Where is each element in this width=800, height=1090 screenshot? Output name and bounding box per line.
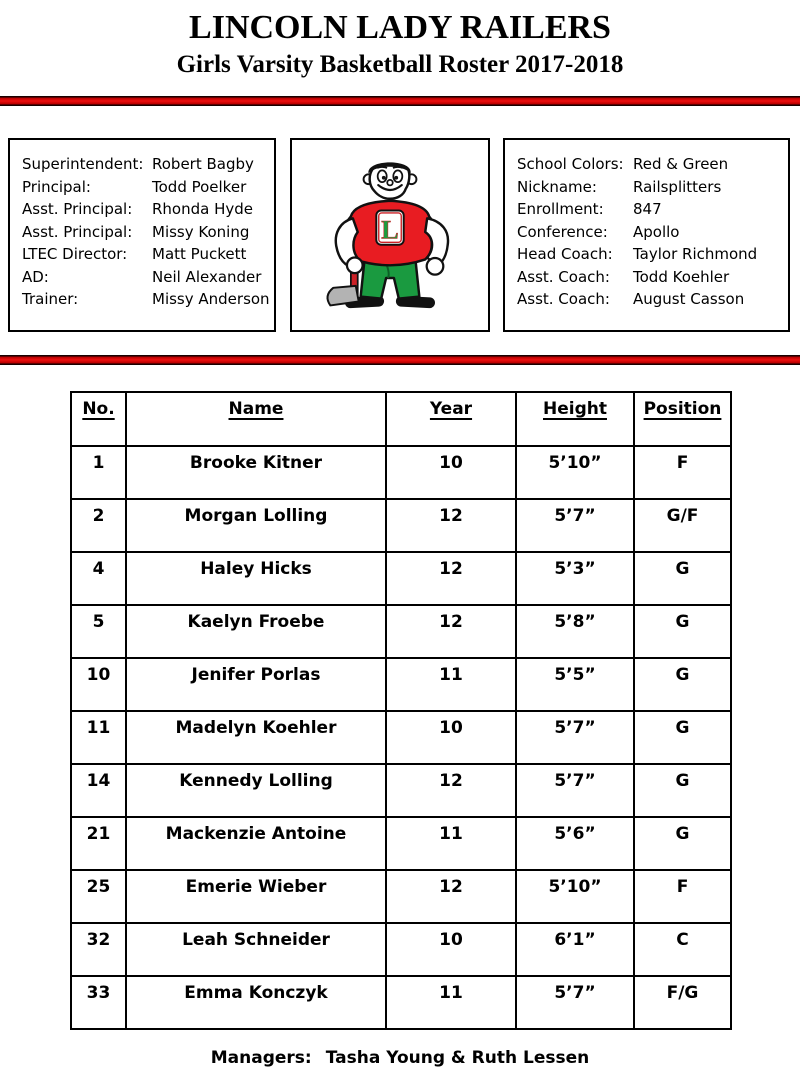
table-row xyxy=(71,446,731,499)
cell-year: 12 xyxy=(386,552,516,605)
cell-no: 10 xyxy=(71,658,126,711)
table-row xyxy=(71,552,731,605)
mascot-axe-head xyxy=(328,286,359,306)
cell-no: 32 xyxy=(71,923,126,976)
cell-height: 5’8” xyxy=(516,605,634,658)
red-separator-top xyxy=(0,96,800,106)
table-row xyxy=(71,817,731,870)
cell-no: 25 xyxy=(71,870,126,923)
info-label: Asst. Principal: xyxy=(22,200,133,218)
managers-value: Tasha Young & Ruth Lessen xyxy=(325,1048,590,1068)
cell-position: G xyxy=(634,658,731,711)
page-title: LINCOLN LADY RAILERS xyxy=(189,9,611,46)
cell-no: 14 xyxy=(71,764,126,817)
roster-header-row xyxy=(71,392,731,446)
cell-position: G xyxy=(634,764,731,817)
table-row xyxy=(71,923,731,976)
table-row xyxy=(71,499,731,552)
cell-height: 5’7” xyxy=(516,764,634,817)
info-label: Principal: xyxy=(22,177,91,196)
cell-height: 5’10” xyxy=(516,870,634,923)
info-label: Conference: xyxy=(517,222,608,241)
mascot-box xyxy=(290,138,490,332)
info-value: Todd Koehler xyxy=(633,267,730,286)
cell-no: 1 xyxy=(71,446,126,499)
table-row xyxy=(71,605,731,658)
roster-table xyxy=(70,391,732,1030)
cell-position: G xyxy=(634,552,731,605)
cell-name: Haley Hicks xyxy=(126,552,386,605)
cell-name: Kennedy Lolling xyxy=(126,764,386,817)
cell-position: G xyxy=(634,605,731,658)
cell-year: 12 xyxy=(386,499,516,552)
cell-name: Mackenzie Antoine xyxy=(126,817,386,870)
cell-position: G xyxy=(634,711,731,764)
cell-year: 12 xyxy=(386,605,516,658)
info-label: School Colors: xyxy=(517,155,624,173)
info-value: Apollo xyxy=(633,222,680,241)
info-value: Neil Alexander xyxy=(152,267,262,286)
cell-year: 12 xyxy=(386,870,516,923)
info-value: Rhonda Hyde xyxy=(152,200,254,218)
cell-height: 5’7” xyxy=(516,711,634,764)
cell-year: 11 xyxy=(386,976,516,1029)
table-row xyxy=(71,764,731,817)
cell-height: 5’10” xyxy=(516,446,634,499)
table-row xyxy=(71,870,731,923)
cell-no: 4 xyxy=(71,552,126,605)
info-value: Taylor Richmond xyxy=(633,245,758,263)
cell-position: F xyxy=(634,870,731,923)
cell-height: 5’6” xyxy=(516,817,634,870)
info-label: LTEC Director: xyxy=(22,245,128,263)
page-subtitle: Girls Varsity Basketball Roster 2017-2018 xyxy=(176,51,624,78)
cell-name: Emma Konczyk xyxy=(126,976,386,1029)
cell-year: 11 xyxy=(386,817,516,870)
cell-year: 11 xyxy=(386,658,516,711)
info-label: Nickname: xyxy=(517,177,597,196)
info-label: Asst. Coach: xyxy=(517,290,610,308)
info-value: Missy Koning xyxy=(152,222,250,241)
cell-year: 12 xyxy=(386,764,516,817)
info-label: Asst. Coach: xyxy=(517,267,610,286)
cell-position: G xyxy=(634,817,731,870)
cell-height: 6’1” xyxy=(516,923,634,976)
railsplitter-mascot-image xyxy=(300,155,480,313)
cell-no: 11 xyxy=(71,711,126,764)
cell-height: 5’7” xyxy=(516,976,634,1029)
cell-name: Kaelyn Froebe xyxy=(126,605,386,658)
info-value: Todd Poelker xyxy=(152,177,247,196)
cell-year: 10 xyxy=(386,446,516,499)
info-value: 847 xyxy=(633,200,662,218)
info-value: August Casson xyxy=(633,290,745,308)
info-label: Superintendent: xyxy=(22,155,144,173)
cell-name: Leah Schneider xyxy=(126,923,386,976)
cell-name: Emerie Wieber xyxy=(126,870,386,923)
info-label: Asst. Principal: xyxy=(22,222,133,241)
mascot-left-fist xyxy=(347,257,363,273)
info-value: Railsplitters xyxy=(633,177,722,196)
info-section xyxy=(8,138,790,332)
info-label: AD: xyxy=(22,267,49,286)
cell-height: 5’7” xyxy=(516,499,634,552)
staff-info-box xyxy=(8,138,276,332)
info-value: Robert Bagby xyxy=(152,155,254,173)
cell-name: Madelyn Koehler xyxy=(126,711,386,764)
cell-year: 10 xyxy=(386,711,516,764)
col-header-height: Height xyxy=(516,392,634,446)
cell-no: 21 xyxy=(71,817,126,870)
managers-label: Managers: xyxy=(210,1048,312,1068)
info-label: Trainer: xyxy=(22,290,79,308)
school-info-box xyxy=(503,138,790,332)
cell-no: 5 xyxy=(71,605,126,658)
cell-position: G/F xyxy=(634,499,731,552)
table-row xyxy=(71,976,731,1029)
info-value: Matt Puckett xyxy=(152,245,247,263)
table-row xyxy=(71,711,731,764)
cell-year: 10 xyxy=(386,923,516,976)
col-header-year: Year xyxy=(386,392,516,446)
col-header-name: Name xyxy=(126,392,386,446)
cell-name: Morgan Lolling xyxy=(126,499,386,552)
info-value: Missy Anderson xyxy=(152,290,270,308)
col-header-no: No. xyxy=(71,392,126,446)
mascot-letter: L xyxy=(381,214,399,245)
info-value: Red & Green xyxy=(633,155,729,173)
cell-height: 5’3” xyxy=(516,552,634,605)
red-separator-bottom xyxy=(0,355,800,365)
managers-line xyxy=(0,1048,800,1068)
cell-no: 2 xyxy=(71,499,126,552)
mascot-right-fist xyxy=(427,258,444,275)
cell-position: C xyxy=(634,923,731,976)
info-label: Enrollment: xyxy=(517,200,604,218)
cell-name: Brooke Kitner xyxy=(126,446,386,499)
table-row xyxy=(71,658,731,711)
cell-name: Jenifer Porlas xyxy=(126,658,386,711)
cell-no: 33 xyxy=(71,976,126,1029)
cell-position: F/G xyxy=(634,976,731,1029)
col-header-position: Position xyxy=(634,392,731,446)
info-label: Head Coach: xyxy=(517,245,613,263)
cell-height: 5’5” xyxy=(516,658,634,711)
cell-position: F xyxy=(634,446,731,499)
